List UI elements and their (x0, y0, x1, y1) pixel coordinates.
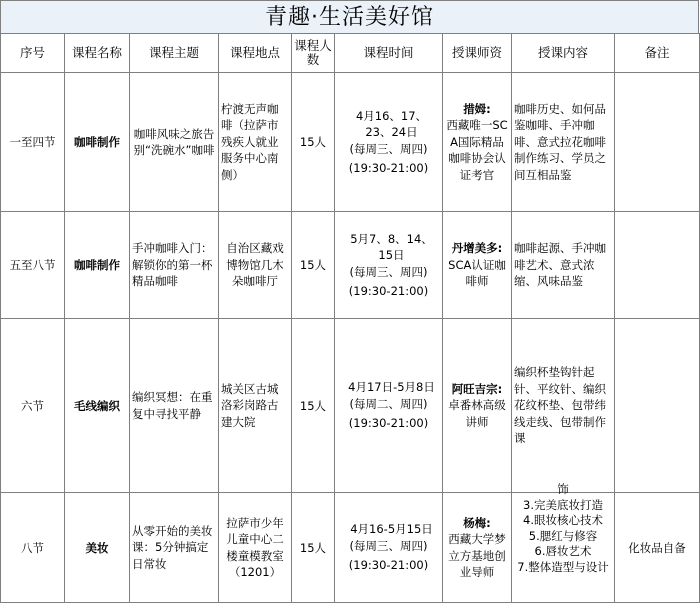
content-line: 7.整体造型与设计 (517, 559, 609, 574)
time-week: (每周二、周四) (349, 396, 428, 411)
teacher-name: 丹增美多: (451, 241, 503, 256)
row-no: 五至八节 (1, 212, 65, 319)
row-no: 八节 (1, 493, 65, 603)
row-no: 六节 (1, 319, 65, 493)
teacher-name: 措姆: (463, 101, 491, 116)
row-time (335, 212, 443, 319)
time-week: (每周三、周四) (349, 538, 428, 553)
row-teacher (443, 73, 512, 212)
time-date: 5月7、8、14、15日 (350, 231, 433, 262)
row-people: 15人 (292, 73, 335, 212)
content-line: 饰 (557, 482, 569, 496)
teacher-desc: SCA认证咖啡师 (448, 257, 506, 289)
header-people: 课程人数 (292, 34, 335, 73)
row-teacher (443, 319, 512, 493)
time-hours: (19:30-21:00) (348, 284, 429, 298)
table-row (1, 319, 700, 493)
row-theme: 咖啡风味之旅告别“洗碗水”咖啡 (130, 73, 219, 212)
row-theme: 从零开始的美妆课：5分钟搞定日常妆 (130, 493, 219, 603)
content-line: 4.眼妆核心技术 (523, 513, 603, 527)
row-content: 编织杯垫钩针起针、平纹针、编织花纹杯垫、包带纬线走线、包带制作课 (512, 319, 615, 493)
row-course: 咖啡制作 (65, 212, 130, 319)
row-location: 自治区藏戏博物馆几木朵咖啡厅 (219, 212, 292, 319)
row-people: 15人 (292, 319, 335, 493)
row-location: 拉萨市少年儿童中心二楼童模教室（1201） (219, 493, 292, 603)
row-note (615, 212, 700, 319)
row-people: 15人 (292, 212, 335, 319)
row-location: 城关区古城洛彩岗路古建大院 (219, 319, 292, 493)
time-date: 4月16、17、23、24日 (355, 108, 428, 139)
row-course: 美妆 (65, 493, 130, 603)
row-no: 一至四节 (1, 73, 65, 212)
header-theme: 课程主题 (130, 34, 219, 73)
row-content: 咖啡历史、如何品鉴咖啡、手冲咖啡、意式拉花咖啡制作练习、学员之间互相品鉴 (512, 73, 615, 212)
row-course: 咖啡制作 (65, 73, 130, 212)
teacher-name: 阿旺吉宗: (451, 381, 503, 396)
time-week: (每周三、周四) (349, 264, 428, 279)
header-teacher: 授课师资 (443, 34, 512, 73)
row-theme: 手冲咖啡入门：解锁你的第一杯精品咖啡 (130, 212, 219, 319)
teacher-desc: 西藏大学梦立方基地创业导师 (448, 532, 506, 579)
header-note: 备注 (615, 34, 700, 73)
header-course: 课程名称 (65, 34, 130, 73)
header-row (1, 34, 700, 73)
table-row (1, 73, 700, 212)
time-hours: (19:30-21:00) (348, 558, 429, 573)
content-line: 6.唇妆艺术 (534, 544, 592, 558)
row-time (335, 73, 443, 212)
header-content: 授课内容 (512, 34, 615, 73)
row-note (615, 73, 700, 212)
teacher-desc: 西藏唯一SCA国际精品咖啡协会认证考官 (446, 118, 508, 182)
content-lines (514, 482, 612, 575)
teacher-name: 杨梅: (463, 515, 491, 530)
row-time (335, 493, 443, 603)
teacher-desc: 卓番林高级讲师 (448, 398, 506, 429)
header-location: 课程地点 (219, 34, 292, 73)
header-no: 序号 (1, 34, 65, 73)
row-location: 柠渡无声咖啡（拉萨市残疾人就业服务中心南侧） (219, 73, 292, 212)
row-teacher (443, 493, 512, 603)
page-title: 青趣·生活美好馆 (0, 0, 699, 34)
row-note: 化妆品自备 (615, 493, 700, 603)
row-note (615, 319, 700, 493)
row-people: 15人 (292, 493, 335, 603)
row-time (335, 319, 443, 493)
row-content (512, 482, 615, 603)
time-date: 4月17日-5月8日 (348, 380, 435, 395)
time-hours: (19:30-21:00) (348, 161, 429, 175)
time-date: 4月16-5月15日 (350, 522, 433, 537)
time-week: (每周三、周四) (349, 141, 428, 156)
course-schedule-table (0, 33, 700, 603)
time-hours: (19:30-21:00) (348, 416, 429, 431)
header-time: 课程时间 (335, 34, 443, 73)
row-theme: 编织冥想：在重复中寻找平静 (130, 319, 219, 493)
table-row (1, 493, 700, 603)
row-teacher (443, 212, 512, 319)
table-row (1, 212, 700, 319)
row-content: 咖啡起源、手冲咖啡艺术、意式浓缩、风味品鉴 (512, 212, 615, 319)
row-course: 毛线编织 (65, 319, 130, 493)
content-line: 3.完美底妆打造 (523, 497, 603, 512)
content-line: 5.腮红与修容 (528, 528, 598, 543)
